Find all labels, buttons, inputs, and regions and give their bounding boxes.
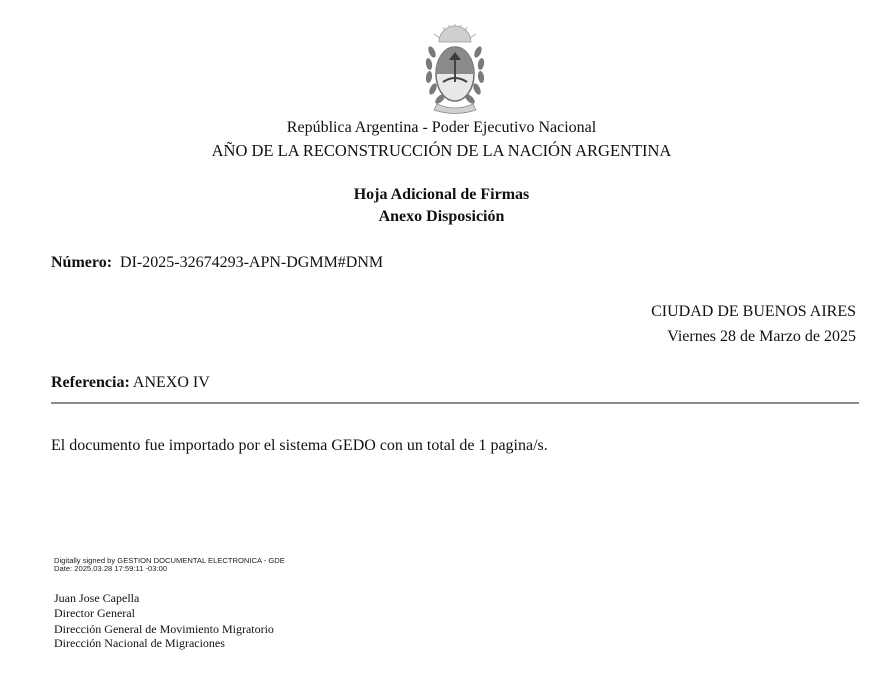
digital-signature-line: Digitally signed by GESTION DOCUMENTAL ELECTRONICA - GDE bbox=[54, 556, 285, 565]
document-number-value: DI-2025-32674293-APN-DGMM#DNM bbox=[120, 254, 384, 271]
body-text: El documento fue importado por el sistema GEDO con un total de 1 pagina/s. bbox=[51, 437, 548, 454]
header-line-2: AÑO DE LA RECONSTRUCCIÓN DE LA NACIÓN ARGENTINA bbox=[211, 141, 672, 160]
shield-icon bbox=[436, 47, 474, 101]
signer-name: Juan Jose Capella bbox=[54, 591, 140, 605]
divider bbox=[51, 402, 859, 404]
signer-role: Director General bbox=[54, 606, 135, 620]
reference-label: Referencia: bbox=[51, 374, 130, 391]
header-line-1: República Argentina - Poder Ejecutivo Nacional bbox=[286, 119, 597, 136]
document-title: Hoja Adicional de Firmas bbox=[353, 186, 530, 203]
signer-office-1: Dirección General de Movimiento Migratorio bbox=[54, 622, 274, 636]
ribbon-icon bbox=[434, 104, 476, 114]
signer-office-2: Dirección Nacional de Migraciones bbox=[54, 636, 225, 650]
coat-of-arms-emblem bbox=[421, 22, 489, 118]
reference-value: ANEXO IV bbox=[132, 374, 210, 391]
digital-signature-date: Date: 2025.03.28 17:59:11 -03:00 bbox=[54, 564, 168, 573]
document-number-label: Número: bbox=[51, 254, 113, 271]
city: CIUDAD DE BUENOS AIRES bbox=[651, 303, 856, 320]
document-date: Viernes 28 de Marzo de 2025 bbox=[667, 328, 856, 345]
document-subtitle: Anexo Disposición bbox=[378, 208, 505, 225]
sun-icon bbox=[434, 24, 476, 42]
reference bbox=[51, 374, 210, 392]
document-number bbox=[51, 254, 383, 272]
